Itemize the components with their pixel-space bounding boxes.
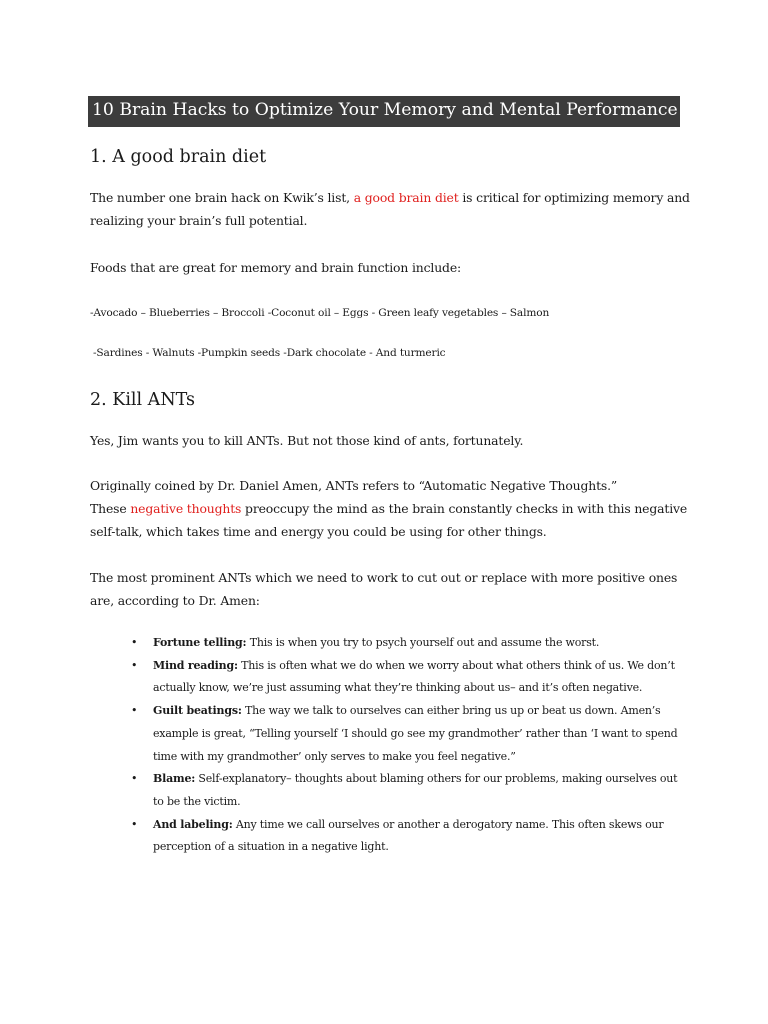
section-2-paragraph-3-line-1: The most prominent ANTs which we need to work to cut out or replace with more positive ones xyxy=(90,570,678,585)
bullet-term: Fortune telling: xyxy=(153,636,247,649)
text: The number one brain hack on Kwik’s list, xyxy=(90,190,354,205)
foods-list-line-2: -Sardines - Walnuts -Pumpkin seeds -Dark chocolate - And turmeric xyxy=(93,347,446,359)
bullet-text: Self-explanatory– thoughts about blaming others for our problems, making ourselves out xyxy=(195,772,678,786)
bullet-text: actually know, we’re just assuming what they’re thinking about us– and it’s often negative. xyxy=(153,681,643,695)
bullet-icon: • xyxy=(131,658,138,672)
list-item xyxy=(131,814,691,859)
text: These xyxy=(90,501,131,516)
bullet-text: Any time we call ourselves or another a derogatory name. This often skews our xyxy=(232,817,664,831)
list-item xyxy=(131,768,691,813)
good-brain-diet-link[interactable]: a good brain diet xyxy=(353,190,459,205)
bullet-text: to be the victim. xyxy=(153,794,241,808)
section-1-paragraph-1-line-1 xyxy=(90,186,690,209)
bullet-icon: • xyxy=(131,636,138,649)
bullet-text: time with my grandmother’ only serves to make you feel negative.” xyxy=(153,749,516,763)
section-2-paragraph-2-line-2 xyxy=(90,497,687,520)
foods-list-line-1: -Avocado – Blueberries – Broccoli -Coconut oil – Eggs - Green leafy vegetables – Salmon xyxy=(90,307,550,319)
bullet-icon: • xyxy=(131,772,138,786)
bullet-term: Blame: xyxy=(153,772,196,786)
text: is critical for optimizing memory and xyxy=(458,190,690,205)
section-2-paragraph-3-line-2: are, according to Dr. Amen: xyxy=(90,593,260,608)
bullet-text: This is when you try to psych yourself out and assume the worst. xyxy=(246,636,600,649)
section-1-paragraph-2: Foods that are great for memory and brain function include: xyxy=(90,260,462,275)
bullet-icon: • xyxy=(131,817,138,831)
bullet-text: example is great, “Telling yourself ‘I should go see my grandmother’ rather than ‘I want to spend xyxy=(153,726,678,740)
list-item xyxy=(131,632,691,655)
text: preoccupy the mind as the brain constantly checks in with this negative xyxy=(241,501,688,516)
bullet-term: Guilt beatings: xyxy=(153,704,242,718)
negative-thoughts-link[interactable]: negative thoughts xyxy=(130,501,242,516)
section-1-paragraph-1-line-2: realizing your brain’s full potential. xyxy=(90,213,308,228)
bullet-text: The way we talk to ourselves can either bring us up or beat us down. Amen’s xyxy=(241,704,661,718)
list-item xyxy=(131,700,691,768)
bullet-text: perception of a situation in a negative light. xyxy=(153,840,389,854)
bullet-text: This is often what we do when we worry about what others think of us. We don’t xyxy=(237,658,675,672)
bullet-icon: • xyxy=(131,704,138,718)
page-title: 10 Brain Hacks to Optimize Your Memory and Mental Performance xyxy=(92,100,678,120)
bullet-term: And labeling: xyxy=(153,817,233,831)
section-1-heading: 1. A good brain diet xyxy=(90,147,267,167)
list-item xyxy=(131,655,691,700)
section-2-paragraph-2-line-1: Originally coined by Dr. Daniel Amen, ANTs refers to “Automatic Negative Thoughts.” xyxy=(90,478,618,493)
bullet-term: Mind reading: xyxy=(153,658,238,672)
section-2-paragraph-1: Yes, Jim wants you to kill ANTs. But not those kind of ants, fortunately. xyxy=(90,433,524,448)
section-2-paragraph-2-line-3: self-talk, which takes time and energy you could be using for other things. xyxy=(90,524,547,539)
ants-bullet-list xyxy=(131,632,691,859)
section-2-heading: 2. Kill ANTs xyxy=(90,390,196,410)
title-bar xyxy=(88,96,680,127)
